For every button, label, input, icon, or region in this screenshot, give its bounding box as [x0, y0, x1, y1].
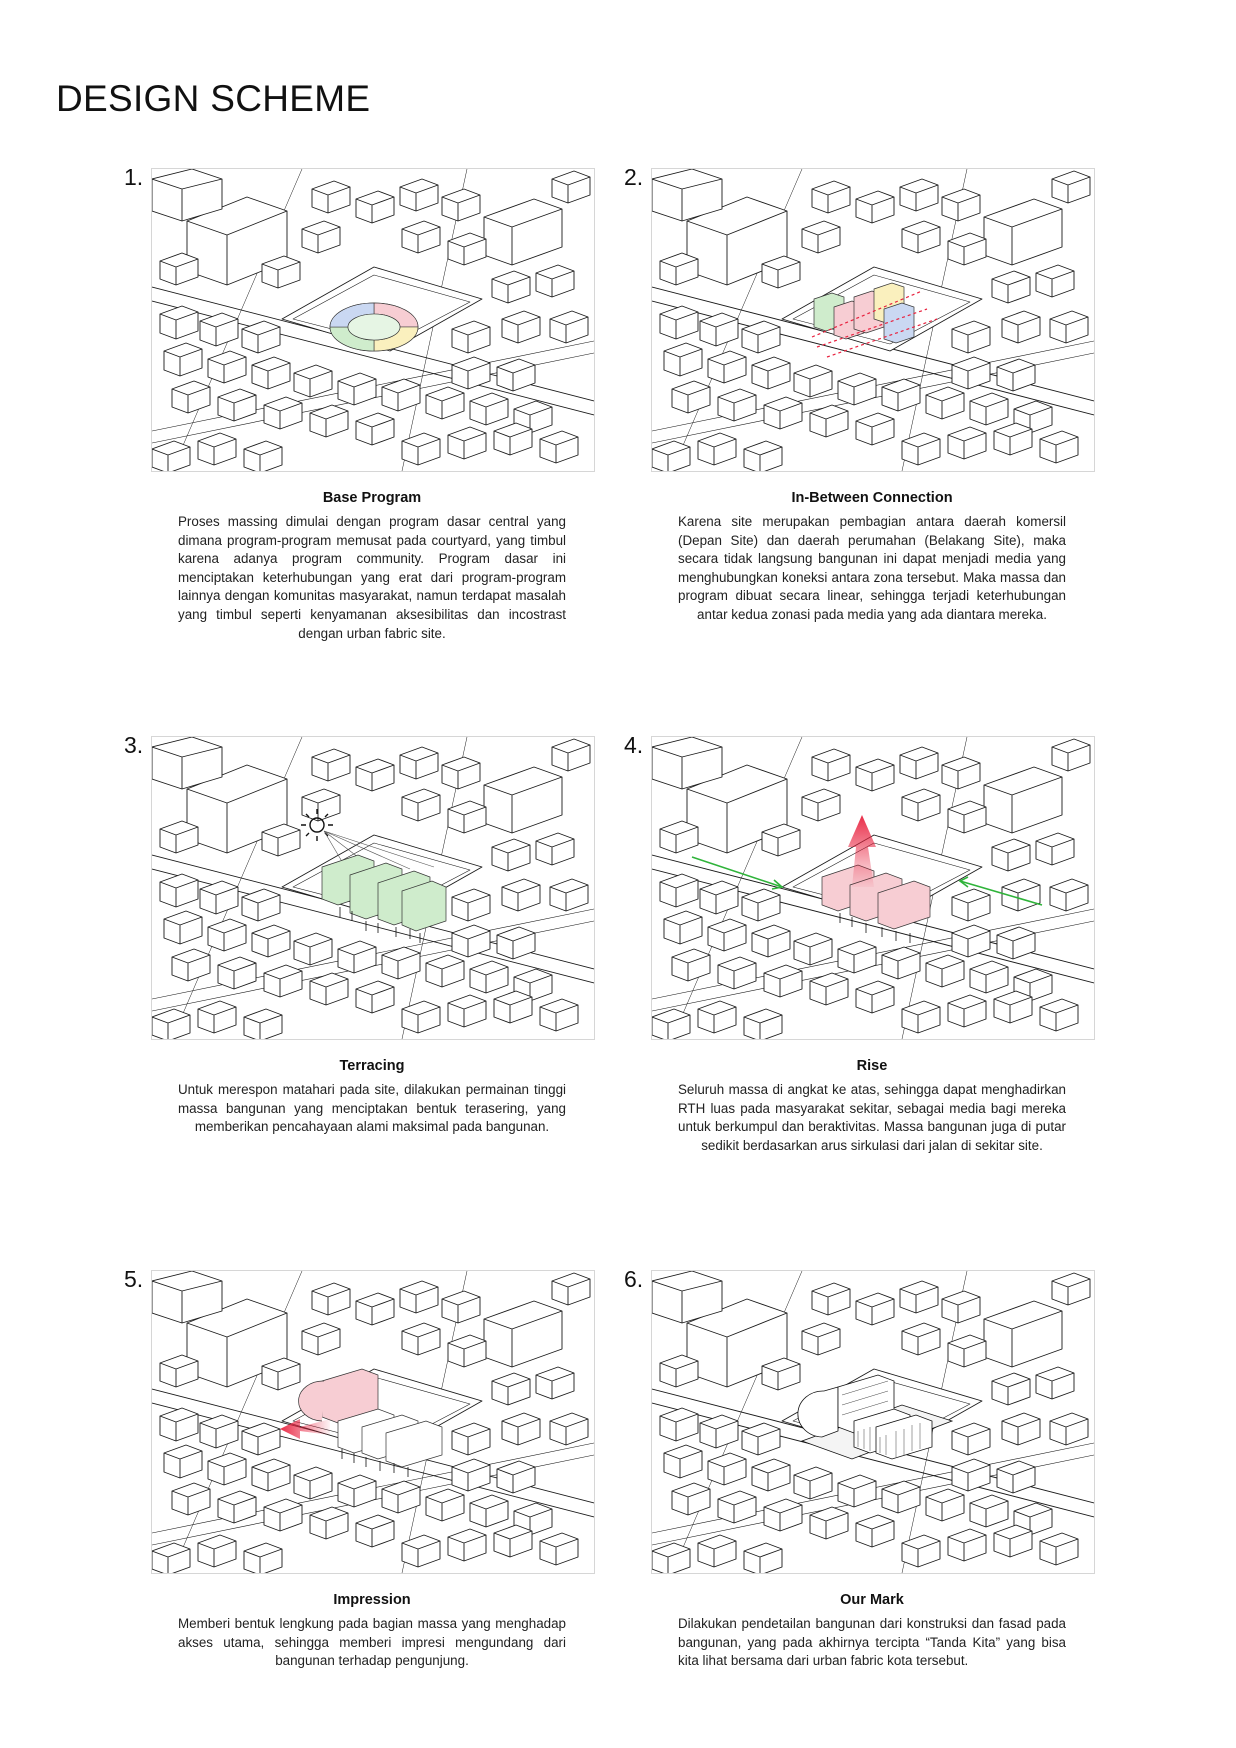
step-panel-6 — [624, 1266, 1093, 1671]
step-description: Dilakukan pendetailan bangunan dari konstruksi dan fasad pada bangunan, yang pada akhirnya tercipta “Tanda Kita” yang bisa kita lihat bersama dari urban fabric kota tersebut. — [678, 1616, 1066, 1669]
step-title: Base Program — [322, 490, 422, 506]
step-description: Seluruh massa di angkat ke atas, sehingga dapat menghadirkan RTH luas pada masyarakat sekitar, sebagai media bagi mereka untuk berkumpul dan beraktivitas. Massa bangunan juga di putar sedikit berdasarkan arus sirkulasi dari jalan di sekitar site. — [678, 1082, 1066, 1153]
step-panel-1 — [124, 164, 593, 643]
page-title: DESIGN SCHEME — [56, 78, 371, 119]
step-number: 2. — [624, 164, 644, 190]
ring-courtyard-icon — [330, 303, 418, 351]
in-between-connection-diagram — [651, 168, 1095, 472]
step-description: Untuk merespon matahari pada site, dilakukan permainan tinggi massa bangunan yang menciptakan bentuk terasering, yang memberikan pencahayaan alami maksimal pada bangunan. — [178, 1082, 566, 1135]
step-panel-3 — [124, 732, 593, 1137]
step-number: 1. — [124, 164, 144, 190]
step-title: In-Between Connection — [791, 490, 953, 506]
step-panel-4 — [624, 732, 1093, 1155]
step-description: Memberi bentuk lengkung pada bagian massa yang menghadap akses utama, sehingga memberi impresi mengundang dari bangunan terhadap pengunjung. — [178, 1616, 566, 1669]
step-description: Proses massing dimulai dengan program dasar central yang dimana program-program memusat pada courtyard, yang timbul karena adanya program community. Program dasar ini menciptakan keterhubungan yang erat dari program-program lainnya dengan komunitas masyarakat, namun terdapat masalah yang timbul seperti kenyamanan aksesibilitas dan incostrast dengan urban fabric site. — [178, 514, 566, 641]
rise-diagram — [651, 736, 1095, 1040]
our-mark-diagram — [651, 1270, 1095, 1574]
step-number: 5. — [124, 1266, 144, 1292]
impression-diagram — [151, 1270, 595, 1574]
base-program-diagram — [151, 168, 595, 472]
step-panel-5 — [124, 1266, 593, 1671]
step-title: Rise — [856, 1058, 888, 1074]
step-panel-2 — [624, 164, 1093, 625]
step-title: Impression — [333, 1592, 411, 1608]
terracing-diagram — [151, 736, 595, 1040]
step-description: Karena site merupakan pembagian antara daerah komersil (Depan Site) dan daerah perumahan (Belakang Site), maka secara tidak langsung bangunan ini dapat menjadi media yang menghubungkan koneksi antara zona tersebut. Maka massa dan program dibuat secara linear, sehingga terjadi keterhubungan antar kedua zonasi pada media yang ada diantara mereka. — [678, 514, 1066, 622]
step-title: Our Mark — [840, 1592, 904, 1608]
step-number: 3. — [124, 732, 144, 758]
step-number: 6. — [624, 1266, 644, 1292]
step-number: 4. — [624, 732, 644, 758]
step-title: Terracing — [339, 1058, 405, 1074]
